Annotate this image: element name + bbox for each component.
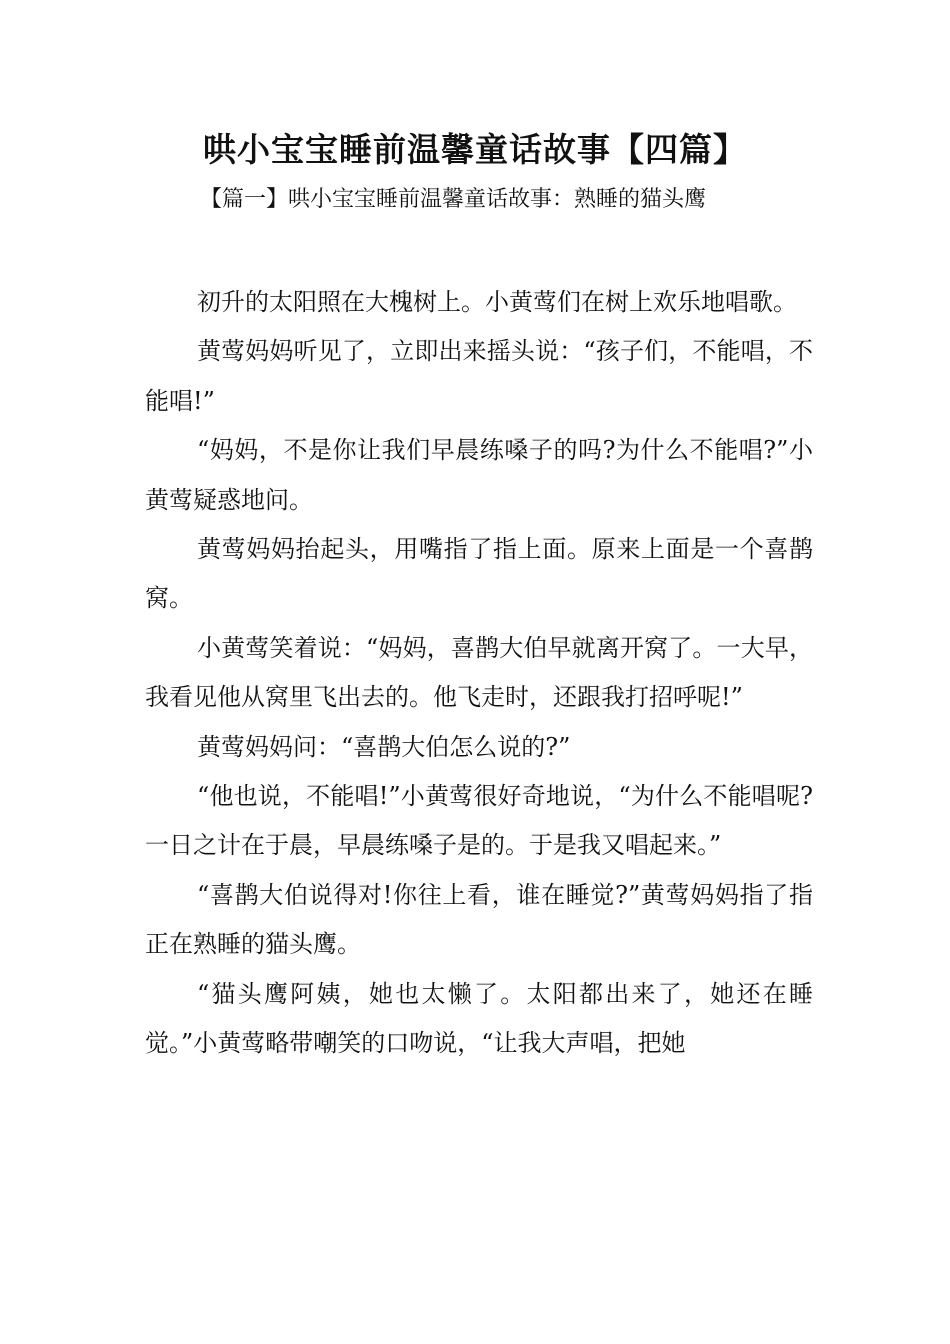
story-paragraph: “他也说，不能唱!”小黄莺很好奇地说，“为什么不能唱呢?一日之计在于晨，早晨练嗓子是的。于是我又唱起来。” bbox=[145, 782, 813, 860]
section-subtitle: 【篇一】哄小宝宝睡前温馨童话故事：熟睡的猫头鹰 bbox=[200, 187, 707, 212]
story-paragraph: 初升的太阳照在大槐树上。小黄莺们在树上欢乐地唱歌。 bbox=[197, 288, 797, 316]
story-paragraph: “喜鹊大伯说得对!你往上看，谁在睡觉?”黄莺妈妈指了指正在熟睡的猫头鹰。 bbox=[145, 880, 813, 959]
story-paragraph: “妈妈，不是你让我们早晨练嗓子的吗?为什么不能唱?”小黄莺疑惑地问。 bbox=[145, 436, 813, 514]
story-body bbox=[145, 278, 813, 1069]
story-paragraph: 黄莺妈妈抬起头，用嘴指了指上面。原来上面是一个喜鹊窝。 bbox=[145, 535, 813, 613]
story-paragraph: “猫头鹰阿姨，她也太懒了。太阳都出来了，她还在睡觉。”小黄莺略带嘲笑的口吻说，“让我大声唱，把她 bbox=[145, 979, 813, 1058]
document-title: 哄小宝宝睡前温馨童话故事【四篇】 bbox=[203, 130, 747, 169]
story-paragraph: 黄莺妈妈问：“喜鹊大伯怎么说的?” bbox=[197, 732, 571, 761]
story-paragraph: 小黄莺笑着说：“妈妈，喜鹊大伯早就离开窝了。一大早，我看见他从窝里飞出去的。他飞走时，还跟我打招呼呢!” bbox=[145, 633, 813, 712]
story-paragraph: 黄莺妈妈听见了，立即出来摇头说：“孩子们，不能唱，不能唱!” bbox=[145, 337, 813, 415]
